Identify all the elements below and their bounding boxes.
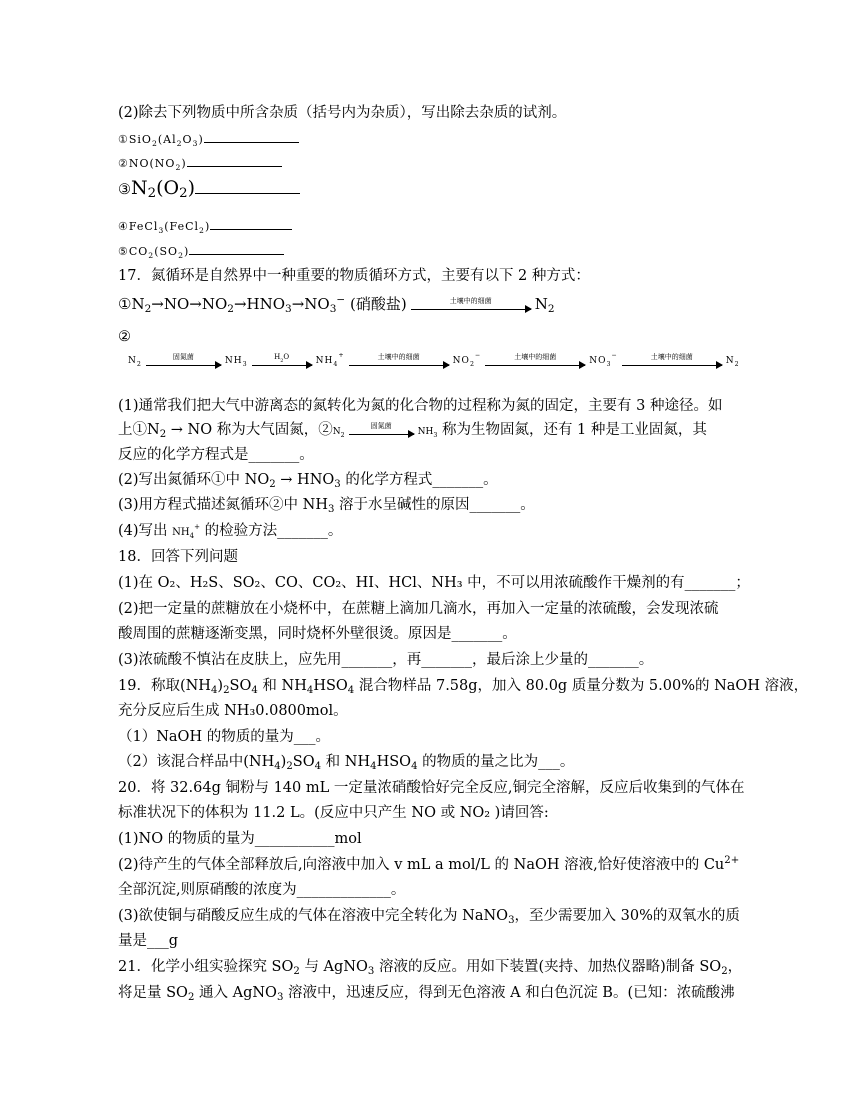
- impurity-item-4: ④FeCl$_3$(FeCl$_2$): [118, 215, 750, 237]
- impurity-item-2: $②NO(NO_2)$: [118, 152, 750, 174]
- q20-part2-line2: 全部沉淀,则原硝酸的浓度为_____________。: [118, 882, 406, 898]
- q17-part1-line2: 上$①N_2$ → NO 称为大气固氮，$②N_2$ 固氮菌 $NH_3$ 称为生物固氮，还有 1 种是工业固氮，其: [118, 422, 707, 440]
- q19-line2: 充分反应后生成 NH₃0.0800mol。: [118, 703, 348, 719]
- q18-part3: (3)浓硫酸不慎沾在皮肤上，应先用_______，再_______，最后涂上少量的_______。: [118, 652, 654, 668]
- q17-part2: (2)写出氮循环①中 $NO_2 \to HNO_3$ 的化学方程式_______。: [118, 472, 498, 490]
- q21-line1: 21．化学小组实验探究 $SO_2$ 与 AgNO$_3$ 溶液的反应。用如下装置(夹持、加热仪器略)制备 $SO_2$，: [118, 959, 743, 977]
- q18-part1: (1)在 O₂、H₂S、SO₂、CO、CO₂、HI、HCl、NH₃ 中，不可以用浓硫酸作干燥剂的有_______；: [118, 575, 750, 591]
- q20-part2-line1: (2)待产生的气体全部释放后,向溶液中加入 v mL a mol/L 的 NaOH 溶液,恰好使溶液中的 $Cu^{2+}$: [118, 855, 740, 873]
- q17-part1-line1: (1)通常我们把大气中游离态的氮转化为氮的化合物的过程称为氮的固定，主要有 3 种途径。如: [118, 398, 723, 414]
- q20-line2: 标准状况下的体积为 11.2 L。(反应中只产生 NO 或 NO₂ )请回答:: [118, 805, 549, 821]
- nitrogen-cycle-route-2: $N_2$ 固氮菌 $NH_3$ $H_2O$ $NH_4^+$ 土壤中的细菌 $NO_2^-$ 土壤中的细菌 $NO_3^-$ 土壤中的细菌 $N_2$: [128, 352, 740, 368]
- nitrogen-cycle-route-1: $①N_2\to NO\to NO_2\to HNO_3\to NO_3^-$ (硝酸盐) 土壤中的细菌 $N_2$: [118, 294, 555, 315]
- q20-part3-line1: (3)欲使铜与硝酸反应生成的气体在溶液中完全转化为 NaNO$_3$，至少需要加入 30%的双氧水的质: [118, 908, 740, 926]
- q20-part3-line2: 量是___g: [118, 933, 179, 949]
- impurity-item-5: $⑤CO_2(SO_2)$: [118, 240, 750, 262]
- q19-line1: 19．称取$(NH_4)_2SO_4$ 和 $NH_4HSO_4$ 混合物样品 7.58g，加入 80.0g 质量分数为 5.00%的 NaOH 溶液，: [118, 678, 809, 696]
- q18-part2-line2: 酸周围的蔗糖逐渐变黑，同时烧杯外壁很烫。原因是_______。: [118, 626, 517, 642]
- q17-part3: (3)用方程式描述氮循环②中 $NH_3$ 溶于水呈碱性的原因_______。: [118, 497, 535, 515]
- q18-title: 18．回答下列问题: [118, 549, 238, 565]
- q16-part2-title: (2)除去下列物质中所含杂质（括号内为杂质），写出除去杂质的试剂。: [118, 105, 567, 121]
- route-2-marker: ②: [118, 329, 131, 345]
- q21-line2: 将足量 $SO_2$ 通入 AgNO$_3$ 溶液中，迅速反应，得到无色溶液 A 和白色沉淀 B。(已知：浓硫酸沸: [118, 985, 735, 1003]
- q17-part1-line3: 反应的化学方程式是_______。: [118, 447, 314, 463]
- q19-part1: （1）NaOH 的物质的量为___。: [118, 729, 330, 745]
- q20-line1: 20．将 32.64g 铜粉与 140 mL 一定量浓硝酸恰好完全反应,铜完全溶解，反应后收集到的气体在: [118, 780, 745, 796]
- q17-title: 17．氮循环是自然界中一种重要的物质循环方式，主要有以下 2 种方式：: [118, 268, 590, 284]
- q19-part2: （2）该混合样品中$(NH_4)_2SO_4$ 和 $NH_4HSO_4$ 的物质的量之比为___。: [118, 754, 575, 772]
- q17-part4: (4)写出 $NH_4^+$ 的检验方法_______。: [118, 523, 343, 540]
- impurity-item-3: $③N_2(O_2)$: [118, 178, 750, 200]
- q18-part2-line1: (2)把一定量的蔗糖放在小烧杯中，在蔗糖上滴加几滴水，再加入一定量的浓硫酸，会发现浓硫: [118, 601, 719, 617]
- q20-part1: (1)NO 的物质的量为___________mol: [118, 831, 362, 847]
- impurity-item-1: $①SiO_2(Al_2O_3)$: [118, 128, 750, 150]
